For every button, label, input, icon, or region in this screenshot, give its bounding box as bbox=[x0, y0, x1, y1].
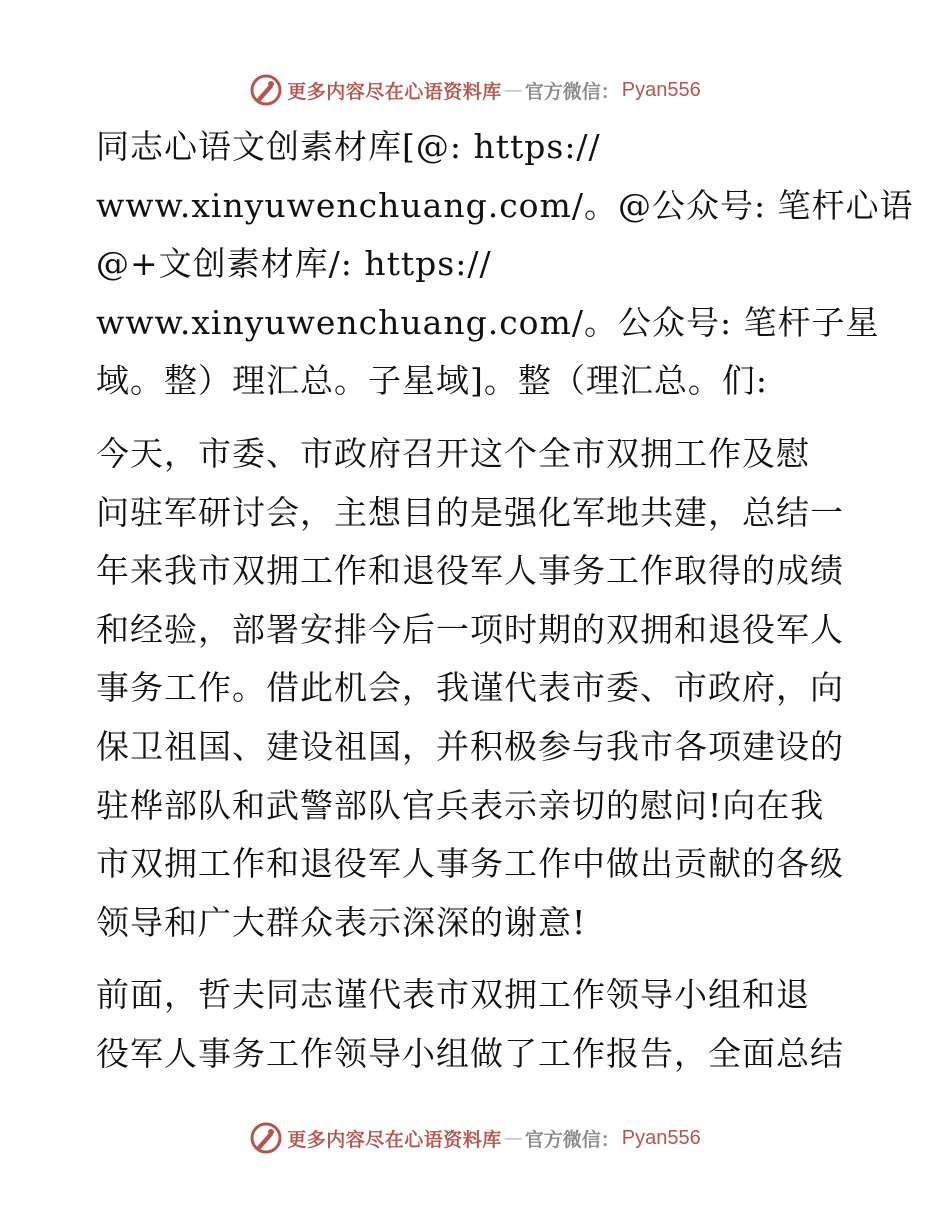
banner-wechat-label: 官方微信： bbox=[524, 1128, 620, 1151]
text-line: 同志心语文创素材库[@: https:// bbox=[96, 127, 601, 166]
text-line: 前面，哲夫同志谨代表市双拥工作领导小组和退 bbox=[96, 975, 810, 1015]
text-line: 驻桦部队和武警部队官兵表示亲切的慰问!向在我 bbox=[96, 785, 825, 825]
pen-logo-icon bbox=[249, 73, 283, 107]
banner-dash: — bbox=[503, 79, 523, 101]
text-line: 和经验，部署安排今后一项时期的双拥和退役军人 bbox=[96, 609, 844, 649]
document-body bbox=[96, 118, 914, 1084]
banner-main-text: 更多内容尽在心语资料库 bbox=[287, 1128, 502, 1151]
text-line: www.xinyuwenchuang.com/。@公众号: 笔杆心语 bbox=[96, 185, 914, 225]
text-line: 今天，市委、市政府召开这个全市双拥工作及慰 bbox=[96, 433, 810, 473]
paragraph-1 bbox=[96, 118, 914, 411]
banner-main-text: 更多内容尽在心语资料库 bbox=[287, 80, 502, 103]
paragraph-3 bbox=[96, 966, 856, 1083]
banner-wechat-id: Pyan556 bbox=[621, 1126, 701, 1149]
text-line: 保卫祖国、建设祖国，并积极参与我市各项建设的 bbox=[96, 726, 844, 766]
text-line: www.xinyuwenchuang.com/。公众号: 笔杆子星 bbox=[96, 302, 880, 342]
text-line: @+文创素材库/: https:// bbox=[96, 244, 492, 284]
text-line: 域。整）理汇总。子星域]。整（理汇总。们: bbox=[96, 361, 768, 401]
text-line: 年来我市双拥工作和退役军人事务工作取得的成绩 bbox=[96, 551, 844, 591]
text-line: 领导和广大群众表示深深的谢意! bbox=[96, 902, 587, 942]
text-line: 役军人事务工作领导小组做了工作报告，全面总结 bbox=[96, 1033, 844, 1073]
text-line: 市双拥工作和退役军人事务工作中做出贡献的各级 bbox=[96, 844, 844, 884]
pen-logo-icon bbox=[249, 1121, 283, 1155]
text-line: 问驻军研讨会，主想目的是强化军地共建，总结一 bbox=[96, 492, 844, 532]
banner-wechat-label: 官方微信： bbox=[524, 80, 620, 103]
footer-watermark-banner bbox=[0, 1118, 950, 1158]
text-line: 事务工作。借此机会，我谨代表市委、市政府，向 bbox=[96, 668, 844, 708]
header-watermark-banner bbox=[0, 70, 950, 110]
banner-dash: — bbox=[503, 1127, 523, 1149]
paragraph-2 bbox=[96, 425, 856, 952]
banner-wechat-id: Pyan556 bbox=[621, 78, 701, 101]
